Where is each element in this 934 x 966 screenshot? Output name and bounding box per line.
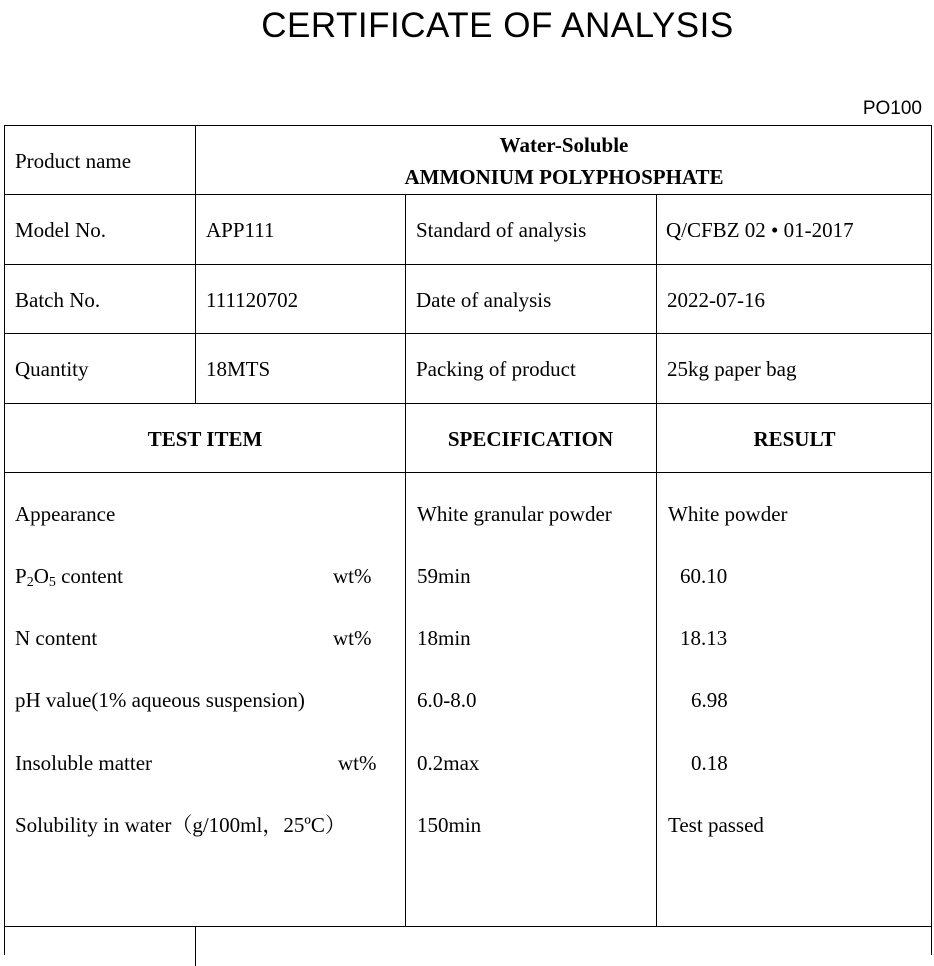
quantity-label: Quantity [15,357,89,381]
test-unit: wt% [338,751,377,775]
row-divider [5,264,931,265]
column-divider [656,194,657,926]
packing-label: Packing of product [416,357,576,381]
date-value: 2022-07-16 [667,288,765,312]
header-test-item: TEST ITEM [147,427,263,451]
document-title: CERTIFICATE OF ANALYSIS [261,6,734,45]
row-divider [5,926,931,927]
product-name-label: Product name [15,149,132,173]
product-name-line2: AMMONIUM POLYPHOSPHATE [404,165,724,189]
packing-value: 25kg paper bag [667,357,797,381]
standard-value: Q/CFBZ 02 • 01-2017 [666,218,854,242]
test-item: Solubility in water（g/100ml，25ºC） [15,813,346,837]
test-result: 0.18 [691,751,728,775]
test-result: 18.13 [680,626,728,650]
test-item: Insoluble matter [15,751,153,775]
test-spec: White granular powder [417,502,612,526]
product-name-line1: Water-Soluble [499,133,629,157]
test-result: 60.10 [680,564,728,588]
model-no-label: Model No. [15,218,106,242]
standard-label: Standard of analysis [416,218,587,242]
batch-no-value: 111120702 [206,288,299,312]
column-divider [405,194,406,926]
column-divider [195,926,196,966]
row-divider [5,194,931,195]
date-label: Date of analysis [416,288,552,312]
test-unit: wt% [333,564,372,588]
header-specification: SPECIFICATION [447,427,614,451]
test-spec: 0.2max [417,751,480,775]
test-item: pH value(1% aqueous suspension) [15,688,305,712]
test-result: White powder [668,502,788,526]
test-result: Test passed [668,813,764,837]
test-result: 6.98 [691,688,728,712]
test-spec: 6.0-8.0 [417,688,477,712]
test-item: N content [15,626,98,650]
test-spec: 150min [417,813,482,837]
test-spec: 18min [417,626,471,650]
row-divider [5,472,931,473]
header-result: RESULT [753,427,836,451]
test-unit: wt% [333,626,372,650]
batch-no-label: Batch No. [15,288,101,312]
test-spec: 59min [417,564,471,588]
document-number: PO100 [862,98,922,119]
quantity-value: 18MTS [206,357,271,381]
model-no-value: APP111 [206,218,275,242]
test-item: $P_2O_5$ content [15,564,123,590]
row-divider [5,403,931,404]
row-divider [5,333,931,334]
test-item: Appearance [15,502,116,526]
analysis-table [4,125,932,955]
